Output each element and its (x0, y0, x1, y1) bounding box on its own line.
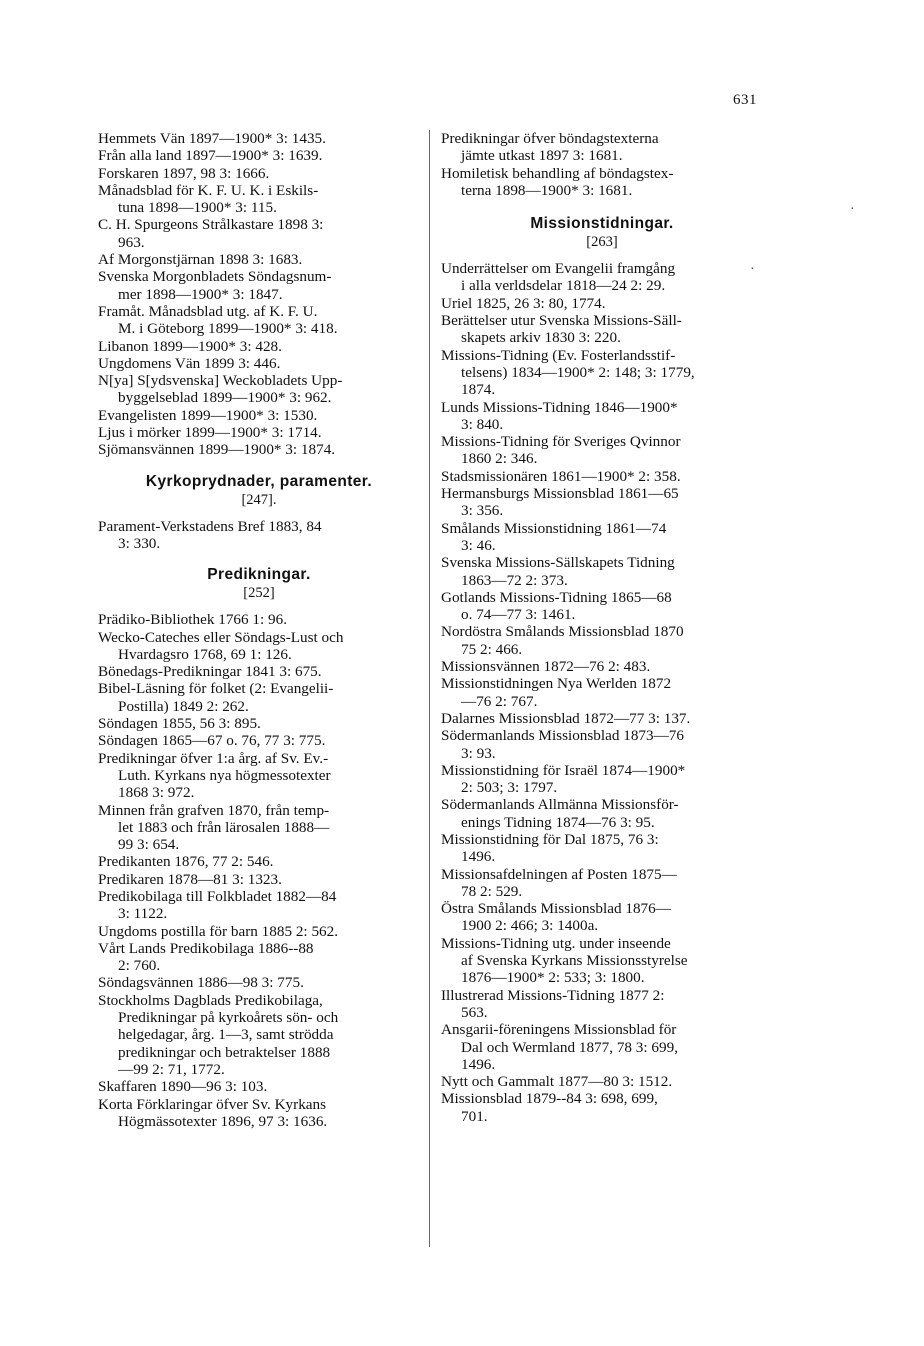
index-entry (441, 433, 763, 468)
index-entry (98, 165, 420, 182)
entry-line: Missions-Tidning utg. under inseende (441, 934, 671, 952)
entry-line: 75 2: 466. (461, 640, 523, 658)
entry-line: o. 74—77 3: 1461. (461, 606, 576, 624)
entry-line: terna 1898—1900* 3: 1681. (461, 181, 633, 199)
entry-line: Hvardagsro 1768, 69 1: 126. (118, 645, 292, 663)
entry-line: Bönedags-Predikningar 1841 3: 675. (98, 663, 322, 681)
index-entry (98, 338, 420, 355)
entry-line: predikningar och betraktelser 1888 (118, 1043, 331, 1061)
index-entry (441, 796, 763, 831)
index-entry (98, 268, 420, 303)
entry-line: Predikningar öfver böndagstexterna (441, 130, 659, 147)
index-entry (98, 992, 420, 1078)
entry-line: Uriel 1825, 26 3: 80, 1774. (441, 294, 606, 312)
entry-line: Stadsmissionären 1861—1900* 2: 358. (441, 467, 681, 485)
entry-line: af Svenska Kyrkans Missionsstyrelse (461, 952, 688, 970)
index-entry (441, 130, 763, 165)
index-entry (98, 407, 420, 424)
entry-line: 3: 356. (461, 502, 504, 520)
index-entry (98, 629, 420, 664)
index-entry (98, 147, 420, 164)
index-entry (98, 732, 420, 749)
entry-line: tuna 1898—1900* 3: 115. (118, 199, 277, 217)
entry-line: 963. (118, 233, 145, 251)
left-column (98, 130, 420, 1130)
entry-line: Missionstidning för Israël 1874—1900* (441, 761, 686, 779)
entry-line: Smålands Missionstidning 1861—74 (441, 519, 667, 537)
entry-line: Södermanlands Missionsblad 1873—76 (441, 727, 684, 745)
index-entry (441, 675, 763, 710)
entry-line: 1900 2: 466; 3: 1400a. (461, 917, 599, 935)
entry-line: 563. (461, 1003, 488, 1021)
index-entry (98, 130, 420, 147)
entry-line: Minnen från grafven 1870, från temp- (98, 801, 330, 819)
entry-line: Dalarnes Missionsblad 1872—77 3: 137. (441, 709, 691, 727)
index-entry (441, 727, 763, 762)
stray-mark: · (750, 262, 755, 277)
entry-line: Luth. Kyrkans nya högmessotexter (118, 766, 331, 784)
entry-line: Nytt och Gammalt 1877—80 3: 1512. (441, 1073, 673, 1091)
index-entry (98, 182, 420, 217)
index-entry (98, 424, 420, 441)
index-entry (98, 871, 420, 888)
entry-line: C. H. Spurgeons Strålkastare 1898 3: (98, 216, 324, 234)
index-entry (441, 1021, 763, 1073)
index-entry (441, 658, 763, 675)
entry-line: Hermansburgs Missionsblad 1861—65 (441, 485, 679, 503)
entry-line: Libanon 1899—1900* 3: 428. (98, 337, 282, 355)
entry-line: 701. (461, 1107, 488, 1125)
entry-line: —99 2: 71, 1772. (118, 1060, 225, 1078)
entry-line: Forskaren 1897, 98 3: 1666. (98, 164, 270, 182)
entry-line: 1863—72 2: 373. (461, 571, 568, 589)
index-entry (441, 1073, 763, 1090)
column-divider (429, 130, 430, 1247)
entry-line: jämte utkast 1897 3: 1681. (461, 147, 623, 165)
section-reference: [263] (586, 234, 618, 251)
entry-line: Södermanlands Allmänna Missionsför- (441, 796, 679, 814)
entry-line: 3: 840. (461, 415, 504, 433)
index-entry (441, 295, 763, 312)
entry-line: Dal och Wermland 1877, 78 3: 699, (461, 1038, 678, 1056)
index-entry (441, 589, 763, 624)
section-heading: Missionstidningar. (530, 215, 674, 233)
section-heading: Predikningar. (207, 566, 311, 584)
entry-line: i alla verldsdelar 1818—24 2: 29. (461, 277, 666, 295)
index-entry (441, 900, 763, 935)
entry-line: Missions-Tidning för Sveriges Qvinnor (441, 433, 681, 451)
index-entry (441, 165, 763, 200)
entry-line: Underrättelser om Evangelii framgång (441, 260, 676, 278)
entry-line: Framåt. Månadsblad utg. af K. F. U. (98, 302, 318, 320)
index-entry (98, 802, 420, 854)
entry-line: 1496. (461, 1055, 496, 1073)
index-entry (98, 1078, 420, 1095)
index-entry (441, 831, 763, 866)
entry-line: N[ya] S[ydsvenska] Weckobladets Upp- (98, 372, 343, 390)
index-entry (441, 485, 763, 520)
entry-line: Nordöstra Smålands Missionsblad 1870 (441, 623, 684, 641)
index-entry (441, 623, 763, 658)
index-entry (441, 866, 763, 901)
index-entry (98, 441, 420, 458)
entry-line: M. i Göteborg 1899—1900* 3: 418. (118, 320, 338, 338)
entry-line: Homiletisk behandling af böndagstex- (441, 164, 674, 182)
index-entry (441, 935, 763, 987)
index-entry (441, 710, 763, 727)
index-entry (98, 940, 420, 975)
index-entry (441, 1090, 763, 1125)
entry-line: 1876—1900* 2: 533; 3: 1800. (461, 969, 645, 987)
index-entry (441, 347, 763, 399)
entry-line: Missionstidning för Dal 1875, 76 3: (441, 830, 659, 848)
page-number: 631 (733, 92, 757, 108)
stray-mark: · (850, 202, 855, 217)
right-column (441, 130, 763, 1125)
entry-line: Parament-Verkstadens Bref 1883, 84 (98, 517, 322, 535)
entry-line: —76 2: 767. (461, 692, 538, 710)
entry-line: 78 2: 529. (461, 882, 523, 900)
entry-line: Evangelisten 1899—1900* 3: 1530. (98, 406, 318, 424)
index-entry (98, 355, 420, 372)
entry-line: Skaffaren 1890—96 3: 103. (98, 1078, 268, 1096)
entry-line: Missionsblad 1879--84 3: 698, 699, (441, 1090, 658, 1108)
index-entry (98, 216, 420, 251)
entry-line: 3: 1122. (118, 905, 168, 923)
entry-line: 1496. (461, 848, 496, 866)
entry-line: let 1883 och från lärosalen 1888— (118, 818, 330, 836)
entry-line: byggelseblad 1899—1900* 3: 962. (118, 389, 332, 407)
entry-line: Missions-Tidning (Ev. Fosterlandsstif- (441, 346, 676, 364)
index-entry (98, 853, 420, 870)
entry-line: Ungdoms postilla för barn 1885 2: 562. (98, 922, 339, 940)
index-entry (98, 663, 420, 680)
entry-line: 3: 46. (461, 536, 496, 554)
entry-line: Hemmets Vän 1897—1900* 3: 1435. (98, 130, 326, 147)
entry-line: Ansgarii-föreningens Missionsblad för (441, 1021, 677, 1039)
entry-line: Östra Smålands Missionsblad 1876— (441, 900, 671, 918)
entry-line: 3: 93. (461, 744, 496, 762)
entry-line: Månadsblad för K. F. U. K. i Eskils- (98, 181, 319, 199)
index-entry (98, 518, 420, 553)
entry-line: Söndagen 1865—67 o. 76, 77 3: 775. (98, 732, 326, 750)
entry-line: Söndagsvännen 1886—98 3: 775. (98, 974, 304, 992)
index-entry (98, 923, 420, 940)
entry-line: Postilla) 1849 2: 262. (118, 697, 249, 715)
entry-line: 1874. (461, 381, 496, 399)
entry-line: Predikobilaga till Folkbladet 1882—84 (98, 887, 337, 905)
index-entry (98, 974, 420, 991)
entry-line: Söndagen 1855, 56 3: 895. (98, 715, 261, 733)
entry-line: Svenska Morgonbladets Söndagsnum- (98, 268, 332, 286)
entry-line: 1860 2: 346. (461, 450, 538, 468)
index-entry (98, 715, 420, 732)
entry-line: Predikanten 1876, 77 2: 546. (98, 853, 274, 871)
entry-line: skapets arkiv 1830 3: 220. (461, 329, 621, 347)
entry-line: 99 3: 654. (118, 836, 180, 854)
section-reference: [247]. (241, 491, 277, 508)
index-entry (98, 611, 420, 628)
entry-line: Högmässotexter 1896, 97 3: 1636. (118, 1112, 328, 1130)
entry-line: Svenska Missions-Sällskapets Tidning (441, 554, 675, 572)
index-entry (441, 554, 763, 589)
entry-line: Predikningar öfver 1:a årg. af Sv. Ev.- (98, 749, 329, 767)
index-entry (441, 260, 763, 295)
entry-line: enings Tidning 1874—76 3: 95. (461, 813, 655, 831)
index-entry (98, 680, 420, 715)
entry-line: Af Morgonstjärnan 1898 3: 1683. (98, 251, 303, 269)
index-entry (441, 399, 763, 434)
entry-line: Predikningar på kyrkoårets sön- och (118, 1009, 339, 1027)
index-entry (441, 987, 763, 1022)
index-entry (441, 762, 763, 797)
entry-line: Berättelser utur Svenska Missions-Säll- (441, 312, 682, 330)
entry-line: mer 1898—1900* 3: 1847. (118, 285, 283, 303)
entry-line: Missionsvännen 1872—76 2: 483. (441, 658, 651, 676)
entry-line: Bibel-Läsning för folket (2: Evangelii- (98, 680, 334, 698)
entry-line: Predikaren 1878—81 3: 1323. (98, 870, 282, 888)
index-entry (98, 888, 420, 923)
index-entry (98, 750, 420, 802)
index-entry (441, 312, 763, 347)
index-entry (98, 372, 420, 407)
entry-line: Ungdomens Vän 1899 3: 446. (98, 354, 281, 372)
entry-line: Från alla land 1897—1900* 3: 1639. (98, 147, 323, 165)
index-entry (98, 251, 420, 268)
entry-line: Missionsafdelningen af Posten 1875— (441, 865, 677, 883)
entry-line: 2: 503; 3: 1797. (461, 779, 558, 797)
entry-line: Missionstidningen Nya Werlden 1872 (441, 675, 672, 693)
entry-line: 3: 330. (118, 534, 161, 552)
entry-line: Ljus i mörker 1899—1900* 3: 1714. (98, 424, 322, 442)
index-entry (441, 468, 763, 485)
entry-line: Vårt Lands Predikobilaga 1886--88 (98, 939, 314, 957)
entry-line: 1868 3: 972. (118, 784, 195, 802)
entry-line: Wecko-Cateches eller Söndags-Lust och (98, 628, 344, 646)
entry-line: helgedagar, årg. 1—3, samt strödda (118, 1026, 334, 1044)
index-entry (441, 520, 763, 555)
entry-line: Lunds Missions-Tidning 1846—1900* (441, 398, 678, 416)
entry-line: telsens) 1834—1900* 2: 148; 3: 1779, (461, 363, 695, 381)
entry-line: Sjömansvännen 1899—1900* 3: 1874. (98, 441, 336, 459)
section-heading: Kyrkoprydnader, paramenter. (145, 472, 373, 490)
index-entry (98, 1096, 420, 1131)
entry-line: 2: 760. (118, 957, 161, 975)
entry-line: Prädiko-Bibliothek 1766 1: 96. (98, 611, 287, 629)
entry-line: Korta Förklaringar öfver Sv. Kyrkans (98, 1095, 327, 1113)
index-entry (98, 303, 420, 338)
section-reference: [252] (243, 585, 275, 602)
entry-line: Illustrerad Missions-Tidning 1877 2: (441, 986, 665, 1004)
entry-line: Stockholms Dagblads Predikobilaga, (98, 991, 323, 1009)
entry-line: Gotlands Missions-Tidning 1865—68 (441, 588, 672, 606)
